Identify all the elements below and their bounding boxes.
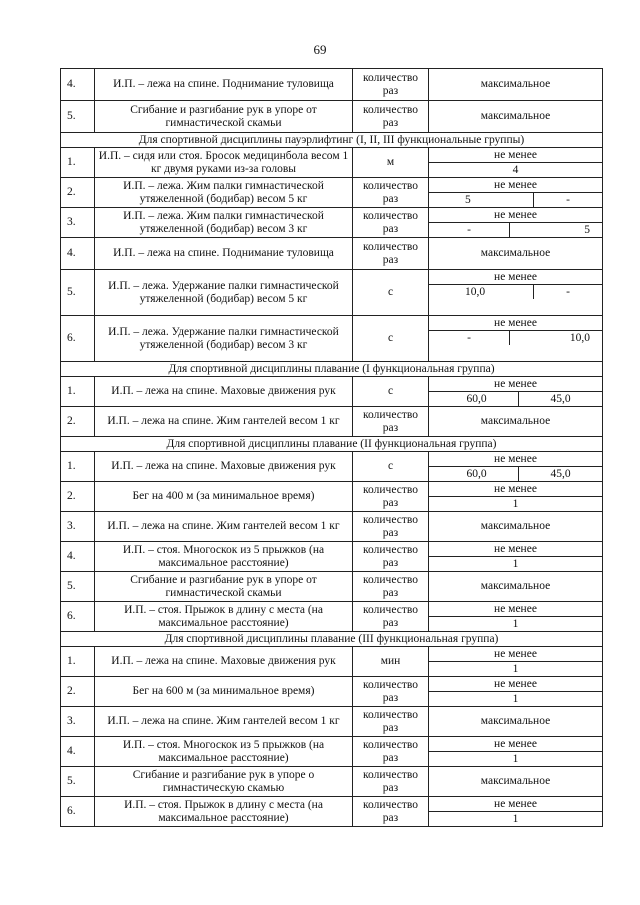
exercise-name: И.П. – лежа. Жим палки гимнастической утяжеленной (бодибар) весом 3 кг bbox=[95, 208, 353, 238]
table-row bbox=[61, 797, 603, 827]
standard-cell bbox=[429, 542, 603, 572]
table-row bbox=[61, 767, 603, 797]
unit-cell: количество раз bbox=[353, 707, 429, 737]
standard-values bbox=[429, 497, 602, 511]
unit-cell: количество раз bbox=[353, 542, 429, 572]
exercise-name: И.П. – стоя. Многоскок из 5 прыжков (на максимальное расстояние) bbox=[95, 737, 353, 767]
standard-cell bbox=[429, 482, 603, 512]
standard-value: 45,0 bbox=[518, 392, 602, 406]
unit-cell: количество раз bbox=[353, 737, 429, 767]
standard-value: максимальное bbox=[429, 512, 603, 542]
standard-value: максимальное bbox=[429, 707, 603, 737]
row-number: 4. bbox=[61, 737, 95, 767]
row-number: 3. bbox=[61, 707, 95, 737]
standard-value: 1 bbox=[512, 498, 519, 510]
row-number: 3. bbox=[61, 512, 95, 542]
section-header-row bbox=[61, 437, 603, 452]
row-number: 5. bbox=[61, 270, 95, 316]
standard-value: максимальное bbox=[429, 101, 603, 133]
standard-value: 1 bbox=[512, 753, 519, 765]
standard-values bbox=[429, 193, 602, 207]
standard-values bbox=[429, 662, 602, 676]
row-number: 4. bbox=[61, 69, 95, 101]
standard-cell bbox=[429, 148, 603, 178]
standard-cell bbox=[429, 208, 603, 238]
exercise-name: Бег на 600 м (за минимальное время) bbox=[95, 677, 353, 707]
standard-value: 1 bbox=[512, 558, 519, 570]
minimum-label: не менее bbox=[429, 737, 602, 752]
standards-table-body bbox=[61, 69, 603, 827]
minimum-label: не менее bbox=[429, 377, 602, 392]
unit-cell: количество раз bbox=[353, 482, 429, 512]
standard-cell bbox=[429, 797, 603, 827]
standard-value: 5 bbox=[465, 194, 471, 206]
minimum-label: не менее bbox=[429, 316, 602, 331]
minimum-label: не менее bbox=[429, 797, 602, 812]
exercise-name: И.П. – лежа. Удержание палки гимнастической утяжеленной (бодибар) весом 3 кг bbox=[95, 316, 353, 362]
section-title: Для спортивной дисциплины пауэрлифтинг (I, II, III функциональные группы) bbox=[61, 133, 603, 148]
table-row bbox=[61, 572, 603, 602]
standard-values bbox=[429, 163, 602, 177]
unit-cell: количество раз bbox=[353, 208, 429, 238]
standard-value: - bbox=[533, 193, 602, 207]
exercise-name: И.П. – лежа на спине. Жим гантелей весом 1 кг bbox=[95, 707, 353, 737]
exercise-name: И.П. – лежа на спине. Маховые движения рук bbox=[95, 647, 353, 677]
standard-value: 10,0 bbox=[465, 286, 486, 298]
exercise-name: И.П. – стоя. Многоскок из 5 прыжков (на максимальное расстояние) bbox=[95, 542, 353, 572]
page-number: 69 bbox=[313, 42, 327, 57]
exercise-name: Сгибание и разгибание рук в упоре о гимнастическую скамью bbox=[95, 767, 353, 797]
standard-cell bbox=[429, 316, 603, 362]
standard-values bbox=[429, 617, 602, 631]
row-number: 6. bbox=[61, 602, 95, 632]
section-title: Для спортивной дисциплины плавание (III функциональная группа) bbox=[61, 632, 603, 647]
standard-cell bbox=[429, 377, 603, 407]
unit-cell: количество раз bbox=[353, 69, 429, 101]
unit-cell: количество раз bbox=[353, 238, 429, 270]
standard-value: максимальное bbox=[429, 69, 603, 101]
unit-cell: количество раз bbox=[353, 797, 429, 827]
unit-cell: количество раз bbox=[353, 101, 429, 133]
minimum-label: не менее bbox=[429, 270, 602, 285]
section-title: Для спортивной дисциплины плавание (II функциональная группа) bbox=[61, 437, 603, 452]
exercise-name: И.П. – лежа на спине. Маховые движения рук bbox=[95, 452, 353, 482]
row-number: 2. bbox=[61, 482, 95, 512]
standard-value: 10,0 bbox=[509, 331, 602, 345]
standard-cell bbox=[429, 270, 603, 316]
table-row bbox=[61, 512, 603, 542]
unit-cell: с bbox=[353, 377, 429, 407]
table-row bbox=[61, 737, 603, 767]
table-row bbox=[61, 677, 603, 707]
row-number: 1. bbox=[61, 148, 95, 178]
row-number: 2. bbox=[61, 407, 95, 437]
standard-value: максимальное bbox=[429, 238, 603, 270]
row-number: 5. bbox=[61, 767, 95, 797]
standard-cell bbox=[429, 677, 603, 707]
standard-cell bbox=[429, 178, 603, 208]
table-row bbox=[61, 407, 603, 437]
unit-cell: м bbox=[353, 148, 429, 178]
unit-cell: количество раз bbox=[353, 602, 429, 632]
table-row bbox=[61, 602, 603, 632]
unit-cell: мин bbox=[353, 647, 429, 677]
table-row bbox=[61, 377, 603, 407]
exercise-name: И.П. – стоя. Прыжок в длину с места (на максимальное расстояние) bbox=[95, 602, 353, 632]
row-number: 1. bbox=[61, 377, 95, 407]
unit-cell: количество раз bbox=[353, 512, 429, 542]
standard-value: 1 bbox=[512, 618, 519, 630]
table-row bbox=[61, 208, 603, 238]
unit-cell: количество раз bbox=[353, 178, 429, 208]
exercise-name: И.П. – лежа на спине. Поднимание туловища bbox=[95, 69, 353, 101]
unit-cell: с bbox=[353, 270, 429, 316]
standard-value: максимальное bbox=[429, 572, 603, 602]
exercise-name: Бег на 400 м (за минимальное время) bbox=[95, 482, 353, 512]
standard-value: - bbox=[467, 224, 471, 236]
unit-cell: количество раз bbox=[353, 677, 429, 707]
exercise-name: И.П. – лежа. Жим палки гимнастической утяжеленной (бодибар) весом 5 кг bbox=[95, 178, 353, 208]
row-number: 4. bbox=[61, 542, 95, 572]
minimum-label: не менее bbox=[429, 208, 602, 223]
standard-values bbox=[429, 557, 602, 571]
table-row bbox=[61, 178, 603, 208]
standard-value: 4 bbox=[512, 164, 519, 176]
standard-values bbox=[429, 752, 602, 766]
standard-value: 1 bbox=[512, 813, 519, 825]
row-number: 1. bbox=[61, 647, 95, 677]
standard-cell bbox=[429, 602, 603, 632]
exercise-name: Сгибание и разгибание рук в упоре от гимнастической скамьи bbox=[95, 572, 353, 602]
table-row bbox=[61, 482, 603, 512]
table-row bbox=[61, 101, 603, 133]
exercise-name: И.П. – лежа на спине. Жим гантелей весом 1 кг bbox=[95, 407, 353, 437]
standard-value: 60,0 bbox=[466, 468, 487, 480]
row-number: 2. bbox=[61, 677, 95, 707]
section-header-row bbox=[61, 632, 603, 647]
standard-cell bbox=[429, 647, 603, 677]
row-number: 6. bbox=[61, 316, 95, 362]
standard-value: 5 bbox=[509, 223, 602, 237]
standard-cell bbox=[429, 452, 603, 482]
row-number: 5. bbox=[61, 101, 95, 133]
standards-table bbox=[60, 68, 603, 827]
table-row bbox=[61, 316, 603, 362]
row-number: 4. bbox=[61, 238, 95, 270]
table-row bbox=[61, 452, 603, 482]
minimum-label: не менее bbox=[429, 602, 602, 617]
unit-cell: количество раз bbox=[353, 767, 429, 797]
minimum-label: не менее bbox=[429, 148, 602, 163]
section-header-row bbox=[61, 133, 603, 148]
table-row bbox=[61, 148, 603, 178]
exercise-name: И.П. – лежа. Удержание палки гимнастической утяжеленной (бодибар) весом 5 кг bbox=[95, 270, 353, 316]
standard-values bbox=[429, 285, 602, 299]
unit-cell: количество раз bbox=[353, 572, 429, 602]
row-number: 1. bbox=[61, 452, 95, 482]
minimum-label: не менее bbox=[429, 647, 602, 662]
standard-values bbox=[429, 812, 602, 826]
table-row bbox=[61, 270, 603, 316]
minimum-label: не менее bbox=[429, 677, 602, 692]
standard-value: 45,0 bbox=[518, 467, 602, 481]
row-number: 5. bbox=[61, 572, 95, 602]
section-title: Для спортивной дисциплины плавание (I функциональная группа) bbox=[61, 362, 603, 377]
minimum-label: не менее bbox=[429, 452, 602, 467]
standard-value: 1 bbox=[512, 663, 519, 675]
table-row bbox=[61, 69, 603, 101]
table-row bbox=[61, 542, 603, 572]
unit-cell: с bbox=[353, 316, 429, 362]
exercise-name: И.П. – сидя или стоя. Бросок медицинбола весом 1 кг двумя руками из-за головы bbox=[95, 148, 353, 178]
standard-value: 60,0 bbox=[466, 393, 487, 405]
unit-cell: с bbox=[353, 452, 429, 482]
minimum-label: не менее bbox=[429, 542, 602, 557]
standard-values bbox=[429, 392, 602, 406]
standard-value: максимальное bbox=[429, 407, 603, 437]
standard-value: 1 bbox=[512, 693, 519, 705]
standard-values bbox=[429, 692, 602, 706]
standard-values bbox=[429, 467, 602, 481]
standard-value: - bbox=[467, 332, 471, 344]
row-number: 2. bbox=[61, 178, 95, 208]
table-row bbox=[61, 238, 603, 270]
section-header-row bbox=[61, 362, 603, 377]
row-number: 6. bbox=[61, 797, 95, 827]
table-row bbox=[61, 647, 603, 677]
exercise-name: И.П. – лежа на спине. Поднимание туловища bbox=[95, 238, 353, 270]
table-row bbox=[61, 707, 603, 737]
standard-value: максимальное bbox=[429, 767, 603, 797]
standard-values bbox=[429, 331, 602, 345]
standard-values bbox=[429, 223, 602, 237]
row-number: 3. bbox=[61, 208, 95, 238]
exercise-name: И.П. – лежа на спине. Маховые движения рук bbox=[95, 377, 353, 407]
minimum-label: не менее bbox=[429, 178, 602, 193]
exercise-name: И.П. – лежа на спине. Жим гантелей весом 1 кг bbox=[95, 512, 353, 542]
minimum-label: не менее bbox=[429, 482, 602, 497]
unit-cell: количество раз bbox=[353, 407, 429, 437]
standard-value: - bbox=[533, 285, 602, 299]
exercise-name: Сгибание и разгибание рук в упоре от гимнастической скамьи bbox=[95, 101, 353, 133]
exercise-name: И.П. – стоя. Прыжок в длину с места (на максимальное расстояние) bbox=[95, 797, 353, 827]
standard-cell bbox=[429, 737, 603, 767]
